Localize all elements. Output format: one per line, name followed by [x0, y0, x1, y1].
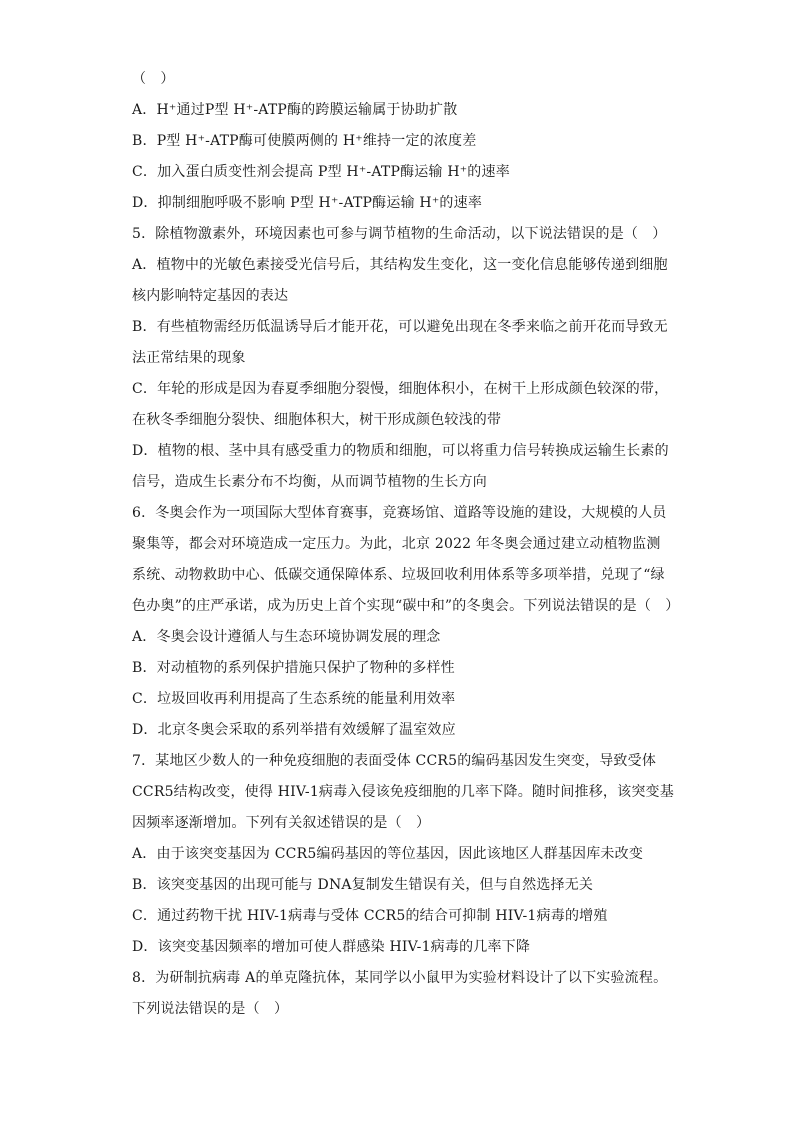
- text-line: CCR5结构改变，使得 HIV-1病毒入侵该免疫细胞的几率下降。随时间推移，该突变基: [132, 784, 674, 800]
- text-line: 色办奥”的庄严承诺，成为历史上首个实现“碳中和”的冬奥会。下列说法错误的是（ ）: [132, 598, 680, 614]
- text-line: B．P型 H⁺-ATP酶可使膜两侧的 H⁺维持一定的浓度差: [132, 133, 477, 149]
- question-text: [132, 64, 680, 1025]
- text-line: B．有些植物需经历低温诱导后才能开花，可以避免出现在冬季来临之前开花而导致无: [132, 319, 668, 335]
- text-line: D．该突变基因频率的增加可使人群感染 HIV-1病毒的几率下降: [132, 939, 531, 955]
- text-line: 核内影响特定基因的表达: [132, 288, 289, 304]
- text-line: 下列说法错误的是（ ）: [132, 1001, 289, 1017]
- text-line: 在秋冬季细胞分裂快、细胞体积大，树干形成颜色较浅的带: [132, 412, 502, 428]
- text-line: D．植物的根、茎中具有感受重力的物质和细胞，可以将重力信号转换成运输生长素的: [132, 443, 669, 459]
- text-line: 信号，造成生长素分布不均衡，从而调节植物的生长方向: [132, 474, 487, 490]
- text-line: A．H⁺通过P型 H⁺-ATP酶的跨膜运输属于协助扩散: [132, 102, 458, 118]
- text-line: A．由于该突变基因为 CCR5编码基因的等位基因，因此该地区人群基因库未改变: [132, 846, 644, 862]
- text-line: 6．冬奥会作为一项国际大型体育赛事，竞赛场馆、道路等设施的建设，大规模的人员: [132, 505, 667, 521]
- text-line: 8．为研制抗病毒 A的单克隆抗体，某同学以小鼠甲为实验材料设计了以下实验流程。: [132, 970, 668, 986]
- text-line: 7．某地区少数人的一种免疫细胞的表面受体 CCR5的编码基因发生突变，导致受体: [132, 753, 657, 769]
- text-line: A．植物中的光敏色素接受光信号后，其结构发生变化，这一变化信息能够传递到细胞: [132, 257, 668, 273]
- text-line: B．对动植物的系列保护措施只保护了物种的多样性: [132, 660, 455, 676]
- text-line: C．垃圾回收再利用提高了生态系统的能量利用效率: [132, 691, 456, 707]
- text-line: C．年轮的形成是因为春夏季细胞分裂慢，细胞体积小，在树干上形成颜色较深的带，: [132, 381, 669, 397]
- text-line: C．通过药物干扰 HIV-1病毒与受体 CCR5的结合可抑制 HIV-1病毒的增殖: [132, 908, 608, 924]
- text-line: 聚集等，都会对环境造成一定压力。为此，北京 2022 年冬奥会通过建立动植物监测: [132, 536, 661, 552]
- text-line: 系统、动物救助中心、低碳交通保障体系、垃圾回收利用体系等多项举措，兑现了“绿: [132, 567, 665, 583]
- text-line: B．该突变基因的出现可能与 DNA复制发生错误有关，但与自然选择无关: [132, 877, 594, 893]
- text-line: 5．除植物激素外，环境因素也可参与调节植物的生命活动，以下说法错误的是（ ）: [132, 226, 667, 242]
- text-line: 法正常结果的现象: [132, 350, 246, 366]
- text-line: A．冬奥会设计遵循人与生态环境协调发展的理念: [132, 629, 441, 645]
- text-line: 因频率逐渐增加。下列有关叙述错误的是（ ）: [132, 815, 431, 831]
- text-line: （ ）: [132, 71, 175, 87]
- text-line: D．北京冬奥会采取的系列举措有效缓解了温室效应: [132, 722, 456, 738]
- text-line: D．抑制细胞呼吸不影响 P型 H⁺-ATP酶运输 H⁺的速率: [132, 195, 483, 211]
- text-line: C．加入蛋白质变性剂会提高 P型 H⁺-ATP酶运输 H⁺的速率: [132, 164, 510, 180]
